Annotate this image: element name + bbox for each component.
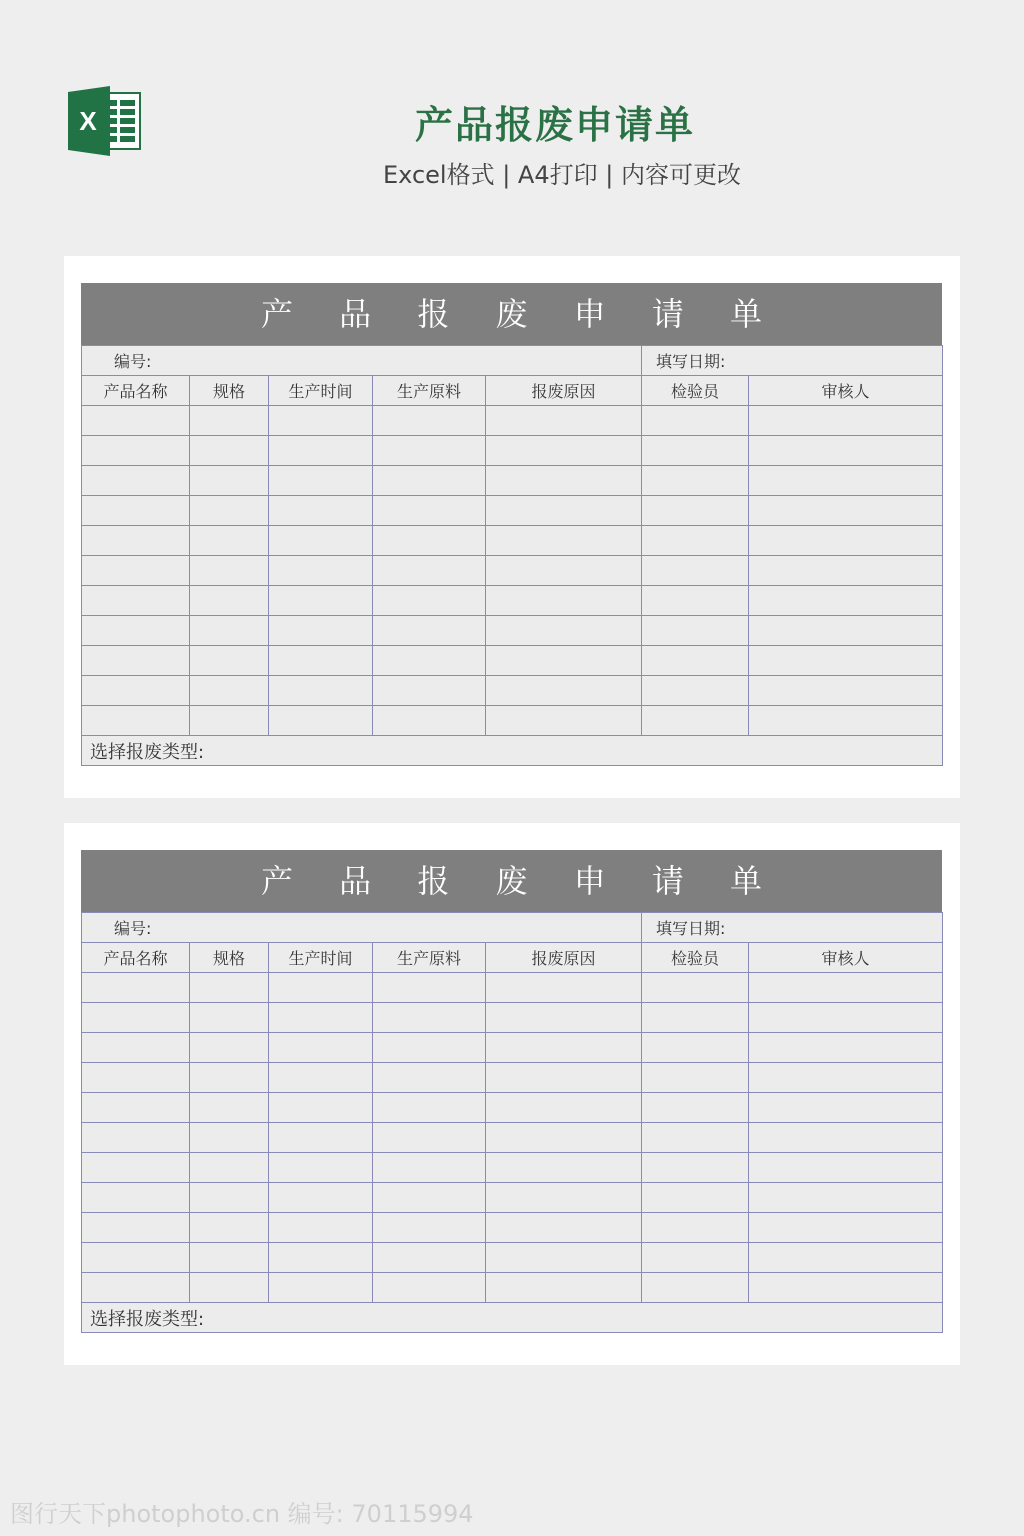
table-cell[interactable] — [486, 586, 642, 616]
table-cell[interactable] — [269, 406, 373, 436]
number-label[interactable]: 编号: — [82, 913, 642, 943]
table-cell[interactable] — [642, 1063, 749, 1093]
table-row — [82, 1183, 943, 1213]
table-cell[interactable] — [642, 1273, 749, 1303]
form-sheet-1 — [64, 256, 960, 798]
table-cell[interactable] — [82, 436, 190, 466]
table-cell[interactable] — [373, 1213, 486, 1243]
table-cell[interactable] — [190, 556, 269, 586]
table-row — [82, 973, 943, 1003]
table-cell[interactable] — [749, 406, 943, 436]
table-cell[interactable] — [749, 1243, 943, 1273]
page-subtitle: Excel格式 | A4打印 | 内容可更改 — [383, 161, 741, 189]
table-cell[interactable] — [82, 586, 190, 616]
table-cell[interactable] — [190, 676, 269, 706]
table-row — [82, 1213, 943, 1243]
table-cell[interactable] — [373, 1093, 486, 1123]
table-cell[interactable] — [373, 466, 486, 496]
table-cell[interactable] — [269, 973, 373, 1003]
table-cell[interactable] — [486, 1273, 642, 1303]
table-cell[interactable] — [642, 1123, 749, 1153]
table-cell[interactable] — [642, 1153, 749, 1183]
table-cell[interactable] — [190, 646, 269, 676]
table-row — [82, 676, 943, 706]
table-cell[interactable] — [373, 1183, 486, 1213]
table-cell[interactable] — [269, 1093, 373, 1123]
table-cell[interactable] — [269, 1213, 373, 1243]
table-cell[interactable] — [486, 616, 642, 646]
table-cell[interactable] — [749, 616, 943, 646]
column-header: 生产原料 — [373, 376, 486, 406]
table-cell[interactable] — [82, 496, 190, 526]
page-title: 产品报废申请单 — [414, 103, 695, 147]
table-cell[interactable] — [642, 676, 749, 706]
table-cell[interactable] — [190, 436, 269, 466]
table-row — [82, 586, 943, 616]
table-cell[interactable] — [373, 1003, 486, 1033]
table-cell[interactable] — [190, 466, 269, 496]
table-cell[interactable] — [642, 586, 749, 616]
table-cell[interactable] — [190, 616, 269, 646]
table-cell[interactable] — [749, 1153, 943, 1183]
table-cell[interactable] — [82, 1183, 190, 1213]
table-row — [82, 526, 943, 556]
table-row — [82, 1033, 943, 1063]
table-cell[interactable] — [642, 1033, 749, 1063]
table-cell[interactable] — [373, 1123, 486, 1153]
table-cell[interactable] — [269, 496, 373, 526]
table-cell[interactable] — [749, 1063, 943, 1093]
table-cell[interactable] — [642, 646, 749, 676]
table-cell[interactable] — [269, 526, 373, 556]
column-header: 产品名称 — [82, 943, 190, 973]
table-cell[interactable] — [82, 1033, 190, 1063]
table-cell[interactable] — [373, 646, 486, 676]
table-cell[interactable] — [82, 646, 190, 676]
table-cell[interactable] — [486, 1003, 642, 1033]
table-cell[interactable] — [190, 1183, 269, 1213]
table-cell[interactable] — [642, 526, 749, 556]
form-title: 产 品 报 废 申 请 单 — [81, 283, 942, 345]
table-cell[interactable] — [269, 1153, 373, 1183]
table-cell[interactable] — [82, 466, 190, 496]
table-cell[interactable] — [190, 1063, 269, 1093]
table-cell[interactable] — [486, 973, 642, 1003]
table-header-row — [82, 943, 943, 973]
table-cell[interactable] — [486, 1243, 642, 1273]
number-label[interactable]: 编号: — [82, 346, 642, 376]
table-cell[interactable] — [642, 616, 749, 646]
table-cell[interactable] — [749, 526, 943, 556]
scrap-type-row — [82, 1303, 943, 1333]
table-cell[interactable] — [486, 1213, 642, 1243]
table-row — [82, 466, 943, 496]
table-cell[interactable] — [486, 1033, 642, 1063]
table-cell[interactable] — [373, 1273, 486, 1303]
table-cell[interactable] — [373, 586, 486, 616]
table-row — [82, 496, 943, 526]
table-row — [82, 1273, 943, 1303]
table-cell[interactable] — [373, 526, 486, 556]
table-cell[interactable] — [190, 586, 269, 616]
table-cell[interactable] — [642, 1093, 749, 1123]
column-header: 产品名称 — [82, 376, 190, 406]
table-cell[interactable] — [486, 406, 642, 436]
table-cell[interactable] — [749, 436, 943, 466]
table-cell[interactable] — [486, 1153, 642, 1183]
table-cell[interactable] — [190, 526, 269, 556]
table-row — [82, 436, 943, 466]
table-cell[interactable] — [82, 1063, 190, 1093]
table-cell[interactable] — [269, 706, 373, 736]
table-cell[interactable] — [749, 1213, 943, 1243]
table-cell[interactable] — [373, 436, 486, 466]
table-row — [82, 1003, 943, 1033]
table-cell[interactable] — [269, 616, 373, 646]
table-cell[interactable] — [373, 1063, 486, 1093]
table-cell[interactable] — [749, 706, 943, 736]
table-header-row — [82, 376, 943, 406]
table-cell[interactable] — [373, 706, 486, 736]
form-title: 产 品 报 废 申 请 单 — [81, 850, 942, 912]
table-row — [82, 1243, 943, 1273]
table-cell[interactable] — [269, 1033, 373, 1063]
form-table — [81, 345, 943, 766]
table-cell[interactable] — [749, 1273, 943, 1303]
table-cell[interactable] — [190, 1243, 269, 1273]
table-cell[interactable] — [749, 676, 943, 706]
table-cell[interactable] — [486, 1123, 642, 1153]
column-header: 审核人 — [749, 943, 943, 973]
table-cell[interactable] — [749, 1033, 943, 1063]
table-cell[interactable] — [642, 1213, 749, 1243]
table-cell[interactable] — [190, 1273, 269, 1303]
table-cell[interactable] — [373, 406, 486, 436]
table-cell[interactable] — [749, 646, 943, 676]
table-row — [82, 406, 943, 436]
scrap-request-form — [81, 850, 942, 1333]
table-cell[interactable] — [749, 973, 943, 1003]
table-cell[interactable] — [373, 973, 486, 1003]
table-cell[interactable] — [486, 526, 642, 556]
table-cell[interactable] — [82, 556, 190, 586]
table-cell[interactable] — [269, 1243, 373, 1273]
table-cell[interactable] — [269, 466, 373, 496]
table-cell[interactable] — [82, 616, 190, 646]
table-cell[interactable] — [486, 646, 642, 676]
table-cell[interactable] — [190, 706, 269, 736]
table-cell[interactable] — [749, 466, 943, 496]
table-cell[interactable] — [190, 973, 269, 1003]
table-row — [82, 646, 943, 676]
table-cell[interactable] — [486, 556, 642, 586]
form-meta-row — [82, 346, 943, 376]
table-cell[interactable] — [642, 1183, 749, 1213]
table-cell[interactable] — [642, 496, 749, 526]
table-cell[interactable] — [642, 973, 749, 1003]
scrap-type-row — [82, 736, 943, 766]
table-cell[interactable] — [190, 496, 269, 526]
table-cell[interactable] — [269, 676, 373, 706]
form-meta-row — [82, 913, 943, 943]
table-cell[interactable] — [269, 436, 373, 466]
table-cell[interactable] — [642, 706, 749, 736]
table-row — [82, 556, 943, 586]
table-cell[interactable] — [373, 676, 486, 706]
table-cell[interactable] — [269, 1273, 373, 1303]
form-table — [81, 912, 943, 1333]
table-cell[interactable] — [642, 466, 749, 496]
table-cell[interactable] — [190, 1153, 269, 1183]
table-cell[interactable] — [642, 406, 749, 436]
table-cell[interactable] — [486, 496, 642, 526]
table-cell[interactable] — [190, 406, 269, 436]
table-row — [82, 1153, 943, 1183]
column-header: 生产时间 — [269, 376, 373, 406]
table-cell[interactable] — [82, 1153, 190, 1183]
table-cell[interactable] — [82, 1123, 190, 1153]
column-header: 规格 — [190, 943, 269, 973]
table-cell[interactable] — [82, 1093, 190, 1123]
form-sheet-2 — [64, 823, 960, 1365]
table-cell[interactable] — [749, 1003, 943, 1033]
column-header: 规格 — [190, 376, 269, 406]
table-cell[interactable] — [373, 496, 486, 526]
table-cell[interactable] — [486, 1183, 642, 1213]
table-cell[interactable] — [642, 436, 749, 466]
table-cell[interactable] — [486, 466, 642, 496]
table-cell[interactable] — [269, 1123, 373, 1153]
table-cell[interactable] — [749, 1123, 943, 1153]
table-cell[interactable] — [82, 973, 190, 1003]
table-row — [82, 706, 943, 736]
table-cell[interactable] — [373, 1243, 486, 1273]
table-cell[interactable] — [82, 526, 190, 556]
scrap-type-label[interactable]: 选择报废类型: — [82, 1303, 943, 1333]
column-header: 审核人 — [749, 376, 943, 406]
fill-date-label[interactable]: 填写日期: — [642, 346, 943, 376]
table-cell[interactable] — [269, 556, 373, 586]
scrap-request-form — [81, 283, 942, 766]
scrap-type-label[interactable]: 选择报废类型: — [82, 736, 943, 766]
column-header: 报废原因 — [486, 943, 642, 973]
table-cell[interactable] — [749, 556, 943, 586]
table-cell[interactable] — [486, 436, 642, 466]
table-cell[interactable] — [486, 706, 642, 736]
table-cell[interactable] — [190, 1033, 269, 1063]
table-cell[interactable] — [82, 1213, 190, 1243]
table-cell[interactable] — [486, 1093, 642, 1123]
table-cell[interactable] — [269, 646, 373, 676]
column-header: 生产原料 — [373, 943, 486, 973]
table-cell[interactable] — [373, 616, 486, 646]
table-cell[interactable] — [190, 1003, 269, 1033]
table-cell[interactable] — [82, 1243, 190, 1273]
table-cell[interactable] — [486, 676, 642, 706]
excel-logo-letter: X — [79, 106, 97, 136]
column-header: 生产时间 — [269, 943, 373, 973]
watermark: 图行天下photophoto.cn 编号: 70115994 — [10, 1500, 474, 1528]
table-cell[interactable] — [749, 586, 943, 616]
table-cell[interactable] — [642, 1003, 749, 1033]
column-header: 检验员 — [642, 943, 749, 973]
table-cell[interactable] — [190, 1093, 269, 1123]
table-cell[interactable] — [82, 406, 190, 436]
column-header: 检验员 — [642, 376, 749, 406]
table-cell[interactable] — [269, 586, 373, 616]
table-cell[interactable] — [269, 1183, 373, 1213]
table-cell[interactable] — [82, 1003, 190, 1033]
table-cell[interactable] — [269, 1063, 373, 1093]
table-cell[interactable] — [373, 556, 486, 586]
table-cell[interactable] — [190, 1123, 269, 1153]
table-cell[interactable] — [749, 1093, 943, 1123]
table-cell[interactable] — [373, 1153, 486, 1183]
table-row — [82, 1093, 943, 1123]
column-header: 报废原因 — [486, 376, 642, 406]
table-row — [82, 1063, 943, 1093]
table-cell[interactable] — [82, 706, 190, 736]
table-cell[interactable] — [749, 496, 943, 526]
table-cell[interactable] — [642, 556, 749, 586]
table-cell[interactable] — [373, 1033, 486, 1063]
table-cell[interactable] — [82, 676, 190, 706]
table-cell[interactable] — [82, 1273, 190, 1303]
table-row — [82, 1123, 943, 1153]
table-cell[interactable] — [190, 1213, 269, 1243]
table-cell[interactable] — [486, 1063, 642, 1093]
table-row — [82, 616, 943, 646]
table-cell[interactable] — [749, 1183, 943, 1213]
fill-date-label[interactable]: 填写日期: — [642, 913, 943, 943]
table-cell[interactable] — [269, 1003, 373, 1033]
table-cell[interactable] — [642, 1243, 749, 1273]
